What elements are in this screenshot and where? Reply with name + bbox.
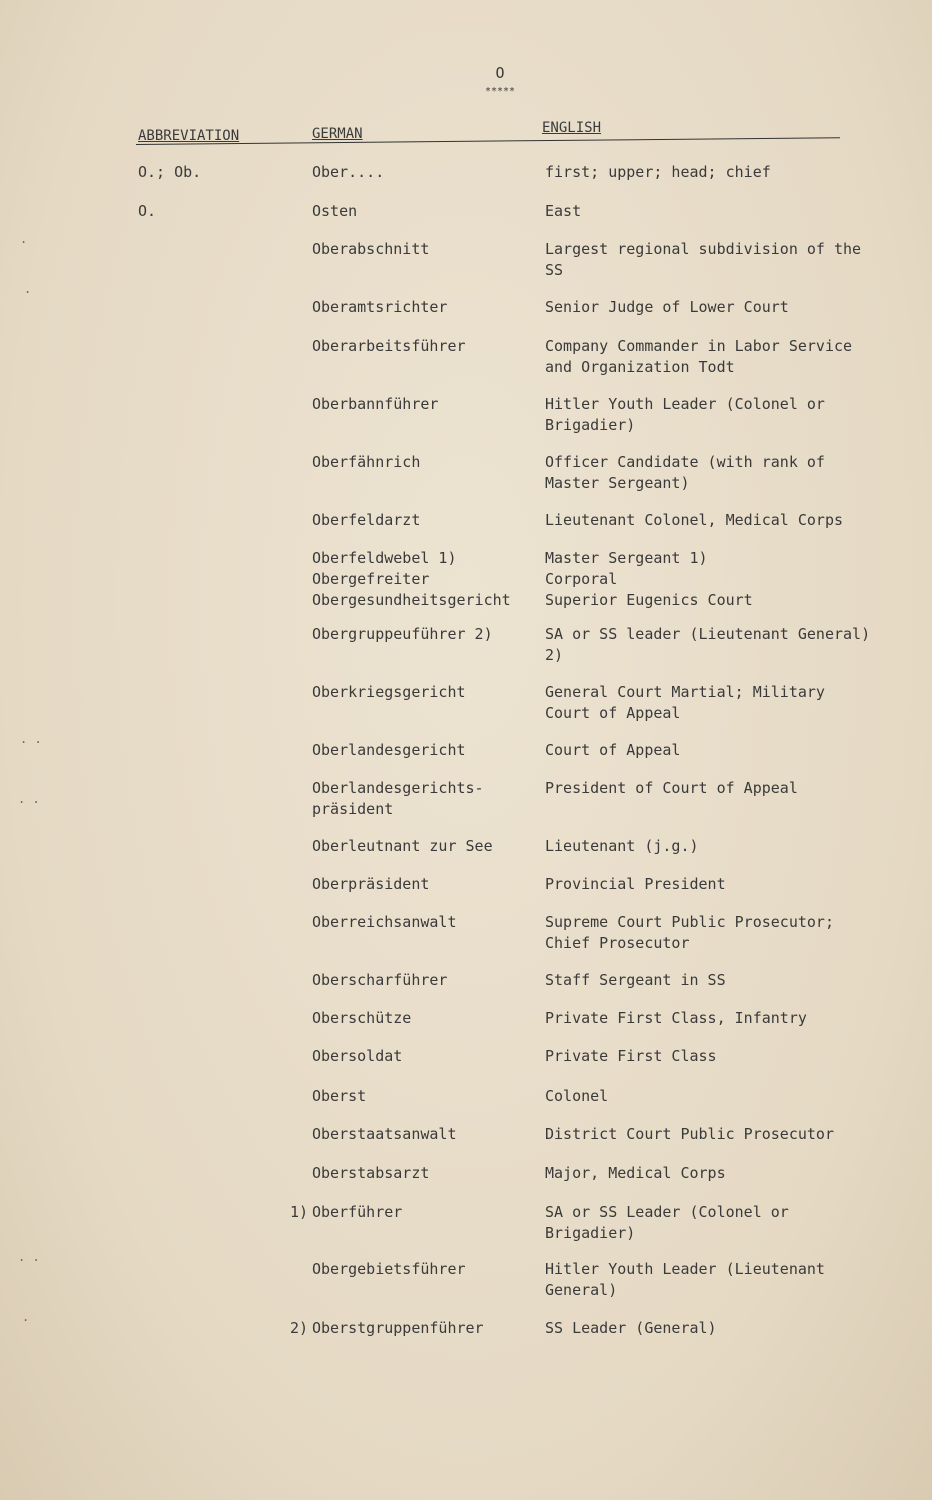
margin-mark: . [22,1310,30,1324]
table-row [0,1202,932,1262]
english-translation: Officer Candidate (with rank of Master Sergeant) [545,453,825,492]
german-term: Oberstgruppenführer [312,1319,484,1337]
english-translation: Senior Judge of Lower Court [545,298,789,316]
german-term: Osten [312,202,358,220]
english-translation: Major, Medical Corps [545,1164,726,1182]
table-row [0,394,932,454]
table-row [0,624,932,684]
english-translation: Master Sergeant 1) Corporal Superior Eugenics Court [545,549,753,609]
german-term: Oberlandesgericht [312,741,466,759]
footnote-marker: 2) [290,1319,309,1337]
german-term: Oberarbeitsführer [312,337,466,355]
english-translation: Hitler Youth Leader (Lieutenant General) [545,1260,825,1299]
german-term: Oberpräsident [312,875,430,893]
german-term: Oberfähnrich [312,453,421,471]
german-term: Oberbannführer [312,395,439,413]
german-term: Oberfeldarzt [312,511,421,529]
header-rule [136,137,840,145]
english-translation: President of Court of Appeal [545,779,798,797]
german-term: Obergebietsführer [312,1260,466,1278]
german-term: Oberfeldwebel 1) Obergefreiter Obergesundheitsgericht [312,549,511,609]
english-translation: District Court Public Prosecutor [545,1125,834,1143]
table-row [0,912,932,972]
german-term: Oberlandesgerichts- präsident [312,779,484,818]
abbreviation-cell: O.; Ob. [138,163,202,181]
german-term: Oberschütze [312,1009,412,1027]
table-row [0,548,932,608]
german-term: Oberst [312,1087,367,1105]
table-row [0,336,932,396]
english-translation: first; upper; head; chief [545,163,771,181]
table-row [0,778,932,838]
english-translation: Provincial President [545,875,726,893]
english-translation: Private First Class [545,1047,717,1065]
english-translation: SS Leader (General) [545,1319,717,1337]
english-translation: General Court Martial; Military Court of Appeal [545,683,825,722]
table-row [0,452,932,512]
english-translation: Lieutenant (j.g.) [545,837,699,855]
table-row [0,1259,932,1319]
english-translation: Staff Sergeant in SS [545,971,726,989]
english-translation: Court of Appeal [545,741,681,759]
german-term: Oberabschnitt [312,240,430,258]
table-row [0,1318,932,1378]
margin-mark: . . [20,732,42,746]
margin-mark: . . [18,1250,40,1264]
abbreviation-cell: O. [138,202,157,220]
table-row [0,682,932,742]
margin-mark: . [24,282,32,296]
abbreviation-column-header: ABBREVIATION [138,128,240,144]
footnote-marker: 1) [290,1203,309,1221]
section-divider-stars: ***** [484,86,516,97]
english-translation: Colonel [545,1087,609,1105]
english-translation: Private First Class, Infantry [545,1009,807,1027]
margin-mark: . [20,232,28,246]
english-translation: SA or SS leader (Lieutenant General) 2) [545,625,871,664]
german-term: Oberleutnant zur See [312,837,493,855]
german-term: Oberscharführer [312,971,448,989]
german-term: Oberstabsarzt [312,1164,430,1182]
german-term: Oberführer [312,1203,403,1221]
english-translation: Hitler Youth Leader (Colonel or Brigadier) [545,395,825,434]
german-term: Oberreichsanwalt [312,913,457,931]
german-term: Oberkriegsgericht [312,683,466,701]
english-translation: Lieutenant Colonel, Medical Corps [545,511,844,529]
german-term: Oberamtsrichter [312,298,448,316]
margin-mark: . . [18,792,40,806]
english-column-header: ENGLISH [542,120,602,136]
german-term: Obergruppeuführer 2) [312,625,493,643]
section-letter: O [495,64,505,82]
table-row [0,239,932,299]
german-term: Obersoldat [312,1047,403,1065]
german-term: Ober.... [312,163,385,181]
german-column-header: GERMAN [312,126,363,142]
english-translation: SA or SS Leader (Colonel or Brigadier) [545,1203,789,1242]
english-translation: Company Commander in Labor Service and Organization Todt [545,337,853,376]
english-translation: Supreme Court Public Prosecutor; Chief Prosecutor [545,913,834,952]
english-translation: East [545,202,582,220]
german-term: Oberstaatsanwalt [312,1125,457,1143]
english-translation: Largest regional subdivision of the SS [545,240,862,279]
